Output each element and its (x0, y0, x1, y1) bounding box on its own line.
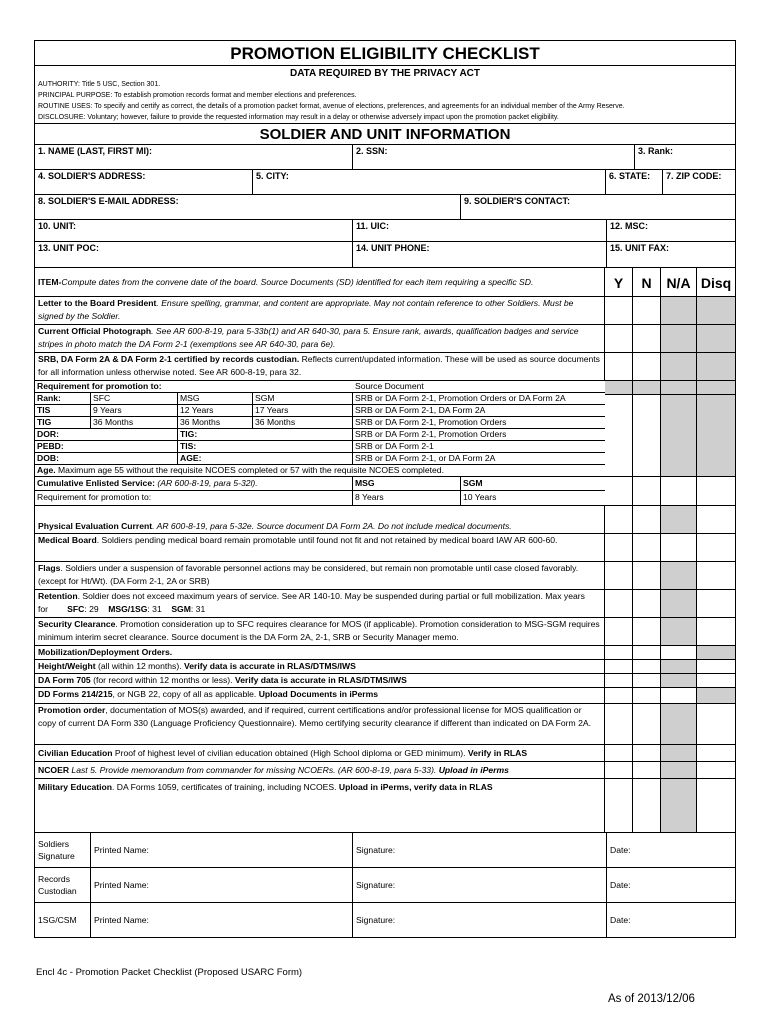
rank-msg: MSG (178, 393, 253, 404)
ret-sgm-val: : 31 (190, 603, 206, 614)
tig-sfc: 36 Months (91, 417, 178, 428)
mobilization-item: Mobilization/Deployment Orders. (35, 646, 605, 659)
check-y[interactable] (605, 762, 633, 778)
check-y[interactable] (605, 534, 633, 561)
ce-label: Civilian Education (38, 748, 113, 758)
age-field[interactable]: AGE: (178, 453, 353, 464)
check-n[interactable] (633, 618, 661, 645)
check-disq[interactable] (697, 534, 735, 561)
srb-item (35, 353, 605, 380)
ncoer-text: Last 5. Provide memorandum from commander for missing NCOERs. (AR 600-8-19, para 5-33). (69, 765, 439, 775)
tig-field[interactable]: TIG: (178, 429, 353, 440)
ret-text: . Soldier does not exceed maximum years of service. See AR 140-10. May be suspended during partial or full mobilization. Max years for (38, 591, 585, 614)
tis-sfc: 9 Years (91, 405, 178, 416)
letter-item (35, 297, 605, 324)
check-na (661, 745, 697, 761)
check-y[interactable] (605, 297, 633, 324)
tig-source: SRB or DA Form 2-1, Promotion Orders (355, 417, 507, 427)
tig-label: TIG (35, 417, 91, 428)
check-y[interactable] (605, 618, 633, 645)
item-header-text: Compute dates from the convene date of the board. Source Documents (SD) identified for each item requiring a specific SD. (61, 276, 534, 287)
dor-field[interactable]: DOR: (35, 429, 178, 440)
check-disq[interactable] (697, 590, 735, 617)
check-na (661, 395, 697, 476)
check-y[interactable] (605, 660, 633, 673)
dd-text: , or NGB 22, copy of all as applicable. (112, 689, 259, 699)
req-title: Requirement for promotion to: (37, 381, 162, 391)
letter-text: . Ensure spelling, grammar, and content are appropriate. May not contain reference to other Soldiers. Must be signed by the Soldier. (38, 298, 574, 321)
csm-signature[interactable]: Signature: (353, 903, 607, 937)
tig-sgm: 36 Months (253, 417, 353, 428)
ret-msg: MSG/1SG (108, 603, 148, 614)
records-custodian-label: Records Custodian (35, 868, 91, 902)
unit-phone-field[interactable]: 14. UNIT PHONE: (353, 242, 607, 267)
check-y (605, 381, 633, 394)
sec-text: . Promotion consideration up to SFC requires clearance for MOS (if applicable). Promotion consideration to MSG-SGM requires minimum interim secret clearance. Source document is the DA Form 2A, 2-1, SRB or Security Manager memo. (38, 619, 600, 642)
na-column-header: N/A (661, 268, 697, 296)
msc-field[interactable]: 12. MSC: (610, 221, 649, 231)
ces-msg-header: MSG (353, 477, 461, 490)
height-weight-item (35, 660, 605, 673)
ret-sgm: SGM (171, 603, 191, 614)
flags-label: Flags (38, 563, 61, 573)
check-na (661, 674, 697, 687)
disclosure-text: DISCLOSURE: Voluntary; however, failure to provide the requested information may result in a delay or otherwise adversely impact upon the promotion packet eligibility. (38, 114, 559, 121)
check-n[interactable] (633, 325, 661, 352)
da705-item (35, 674, 605, 687)
check-disq[interactable] (697, 477, 735, 505)
check-na (661, 297, 697, 324)
ces-text: (AR 600-8-19, para 5-32l). (154, 478, 258, 488)
letter-label: Letter to the Board President (38, 298, 157, 308)
no-column-header: N (633, 268, 661, 296)
tis-label: TIS (35, 405, 91, 416)
rank-field[interactable]: 3. Rank: (638, 146, 674, 156)
check-n[interactable] (633, 562, 661, 589)
routine-uses-text: ROUTINE USES: To specify and certify as correct, the details of a promotion packet format, avenue of elections, preferences, and agreements for an individual member of the Army Reserve. (38, 103, 625, 110)
srb-text: Reflects current/updated information. These will be used as source documents for all information unless otherwise noted. See AR 600-8-19, para 32. (38, 354, 600, 377)
mb-text: . Soldiers pending medical board remain promotable until found not fit and not retained by medical board IAW AR 600-60. (96, 535, 558, 545)
state-field[interactable]: 6. STATE: (606, 170, 663, 194)
ce-verify: Verify in RLAS (467, 748, 528, 758)
uic-field[interactable]: 11. UIC: (353, 220, 607, 241)
hw-verify: Verify data is accurate in RLAS/DTMS/IWS (183, 661, 356, 671)
photo-text: . See AR 600-8-19, para 5-33b(1) and AR 640-30, para 5. Ensure rank, awards, qualification badges and service stripes in photo match the DA Form 2-1 (exemptions see AR 640-30, para 6e). (38, 326, 579, 349)
unit-field[interactable]: 10. UNIT: (35, 220, 353, 241)
check-na (661, 381, 697, 394)
check-y[interactable] (605, 674, 633, 687)
dob-field[interactable]: DOB: (35, 453, 178, 464)
contact-field[interactable]: 9. SOLDIER'S CONTACT: (464, 196, 570, 206)
check-y[interactable] (605, 562, 633, 589)
me-upload: Upload in iPerms, verify data in RLAS (338, 782, 493, 792)
da705-text: (for record within 12 months or less). (90, 675, 235, 685)
privacy-act-heading: DATA REQUIRED BY THE PRIVACY ACT (289, 68, 480, 79)
photo-label: Current Official Photograph (38, 326, 152, 336)
check-na (661, 618, 697, 645)
check-n[interactable] (633, 297, 661, 324)
ret-label: Retention (38, 591, 78, 601)
item-header-label: ITEM- (38, 276, 62, 287)
check-na (661, 779, 697, 832)
da705-label: DA Form 705 (38, 675, 91, 685)
po-text: , documentation of MOS(s) awarded, and if required, current certifications and/or professional license for MOS qualification or copy of current DA Form 330 (Language Proficiency Questionnaire). Memo certifying security clearance if different than indicated on DA Form 2A. (38, 705, 591, 728)
csm-label: 1SG/CSM (35, 903, 91, 937)
csm-printed-name[interactable]: Printed Name: (91, 903, 353, 937)
check-n[interactable] (633, 779, 661, 832)
check-na (661, 325, 697, 352)
dob-source: SRB or DA Form 2-1, or DA Form 2A (355, 453, 496, 463)
check-n[interactable] (633, 762, 661, 778)
civilian-education-item (35, 745, 605, 761)
check-na (661, 562, 697, 589)
tis-source: SRB or DA Form 2-1, DA Form 2A (355, 405, 486, 415)
yes-column-header: Y (605, 268, 633, 296)
medical-board-item (35, 534, 605, 561)
ret-msg-val: : 31 (147, 603, 162, 614)
check-n (633, 381, 661, 394)
dd-forms-item (35, 688, 605, 703)
me-label: Military Education (38, 782, 113, 792)
ncoer-label: NCOER (38, 765, 70, 775)
flags-item (35, 562, 605, 589)
check-y[interactable] (605, 779, 633, 832)
tis-msg: 12 Years (178, 405, 253, 416)
city-field[interactable]: 5. CITY: (253, 170, 606, 194)
check-n[interactable] (633, 534, 661, 561)
check-na (661, 762, 697, 778)
ret-sfc: SFC (67, 603, 85, 614)
tis-sgm: 17 Years (253, 405, 353, 416)
check-disq[interactable] (697, 618, 735, 645)
srb-label: SRB, DA Form 2A & DA Form 2-1 certified by records custodian. (38, 354, 300, 364)
zip-field[interactable]: 7. ZIP CODE: (666, 171, 722, 181)
ncoer-item (35, 762, 605, 778)
check-y[interactable] (605, 704, 633, 744)
check-disq[interactable] (697, 779, 735, 832)
check-disq (697, 325, 735, 352)
pe-text: . AR 600-8-19, para 5-32e. Source document DA Form 2A. Do not include medical documents. (152, 521, 512, 532)
check-n[interactable] (633, 688, 661, 703)
footnote: Encl 4c - Promotion Packet Checklist (Proposed USARC Form) (36, 967, 303, 978)
ces-sgm-header: SGM (463, 478, 483, 488)
custodian-signature[interactable]: Signature: (353, 868, 607, 902)
sec-label: Security Clearance (38, 619, 116, 629)
check-na (661, 590, 697, 617)
address-field[interactable]: 4. SOLDIER'S ADDRESS: (35, 170, 253, 194)
custodian-printed-name[interactable]: Printed Name: (91, 868, 353, 902)
age-item-text: Maximum age 55 without the requisite NCOES completed or 57 with the requisite NCOES completed. (55, 465, 444, 475)
soldier-signature-label: Soldiers Signature (35, 833, 91, 867)
age-item-label: Age. (37, 465, 56, 475)
source-doc-header: Source Document (355, 381, 424, 391)
check-y[interactable] (605, 590, 633, 617)
dor-source: SRB or DA Form 2-1, Promotion Orders (355, 429, 507, 439)
check-n[interactable] (633, 590, 661, 617)
hw-label: Height/Weight (38, 661, 96, 671)
rank-sfc: SFC (91, 393, 178, 404)
check-disq (697, 688, 735, 703)
disq-column-header: Disq (700, 275, 732, 291)
email-field[interactable]: 8. SOLDIER'S E-MAIL ADDRESS: (35, 195, 461, 219)
check-n[interactable] (633, 674, 661, 687)
ce-text: Proof of highest level of civilian education obtained (High School diploma or GED minimum). (112, 748, 468, 758)
po-label: Promotion order (38, 705, 106, 715)
military-education-item (35, 779, 605, 832)
check-disq[interactable] (697, 674, 735, 687)
check-na[interactable] (661, 688, 697, 703)
name-field[interactable]: 1. NAME (LAST, FIRST MI): (35, 145, 353, 169)
principal-purpose-text: PRINCIPAL PURPOSE: To establish promotion records format and member elections and preferences. (38, 92, 357, 99)
retention-item (35, 590, 605, 617)
age-item (35, 465, 605, 476)
check-disq[interactable] (697, 704, 735, 744)
check-n[interactable] (633, 704, 661, 744)
ces-item (35, 477, 353, 490)
authority-text: AUTHORITY: Title 5 USC, Section 301. (38, 81, 161, 88)
check-n[interactable] (633, 353, 661, 380)
check-na[interactable] (661, 646, 697, 659)
security-clearance-item (35, 618, 605, 645)
check-y[interactable] (605, 506, 633, 533)
photo-item (35, 325, 605, 352)
check-y[interactable] (605, 688, 633, 703)
check-disq (697, 646, 735, 659)
tig-msg: 36 Months (178, 417, 253, 428)
ncoer-upload: Upload in iPerms (438, 765, 509, 775)
check-disq (697, 381, 735, 394)
unit-fax-field[interactable]: 15. UNIT FAX: (610, 243, 670, 253)
mb-label: Medical Board (38, 535, 97, 545)
pe-label: Physical Evaluation Current (38, 521, 153, 532)
ret-sfc-val: : 29 (84, 603, 99, 614)
check-y[interactable] (605, 395, 633, 476)
unit-poc-field[interactable]: 13. UNIT POC: (35, 242, 353, 267)
soldier-date[interactable]: Date: (610, 845, 631, 855)
rank-sgm: SGM (253, 393, 353, 404)
pebd-source: SRB or DA Form 2-1 (355, 441, 434, 451)
dd-label: DD Forms 214/215 (38, 689, 113, 699)
custodian-date[interactable]: Date: (610, 880, 631, 890)
check-n[interactable] (633, 646, 661, 659)
soldier-printed-name[interactable]: Printed Name: (91, 833, 353, 867)
check-n[interactable] (633, 745, 661, 761)
check-y[interactable] (605, 477, 633, 505)
check-n[interactable] (633, 477, 661, 505)
tis-field[interactable]: TIS: (178, 441, 353, 452)
promotion-order-item (35, 704, 605, 744)
check-na (661, 704, 697, 744)
item-header (35, 268, 605, 296)
check-disq (697, 353, 735, 380)
section-title: SOLDIER AND UNIT INFORMATION (259, 126, 511, 143)
form-title: PROMOTION ELIGIBILITY CHECKLIST (230, 44, 540, 63)
check-disq (697, 395, 735, 476)
check-na (661, 506, 697, 533)
ces-sgm-value: 10 Years (463, 492, 497, 502)
check-disq[interactable] (697, 506, 735, 533)
ces-req-label: Requirement for promotion to: (35, 491, 353, 505)
check-na[interactable] (661, 534, 697, 561)
check-disq[interactable] (697, 745, 735, 761)
soldier-signature[interactable]: Signature: (353, 833, 607, 867)
flags-text: . Soldiers under a suspension of favorable personnel actions may be considered, but remain non promotable until case closed favorably. (except for Ht/Wt). (DA Form 2-1, 2A or SRB) (38, 563, 579, 586)
ces-label: Cumulative Enlisted Service: (37, 478, 155, 488)
da705-verify: Verify data is accurate in RLAS/DTMS/IWS (234, 675, 407, 685)
pebd-field[interactable]: PEBD: (35, 441, 178, 452)
check-n[interactable] (633, 660, 661, 673)
check-n[interactable] (633, 506, 661, 533)
check-disq[interactable] (697, 562, 735, 589)
check-na (661, 353, 697, 380)
me-text: . DA Forms 1059, certificates of training, including NCOES. (112, 782, 339, 792)
dd-upload: Upload Documents in iPerms (258, 689, 379, 699)
check-disq[interactable] (697, 762, 735, 778)
promotion-checklist-form (34, 40, 736, 938)
requirements-table (35, 381, 605, 505)
check-disq (697, 297, 735, 324)
rank-source: SRB or DA Form 2-1, Promotion Orders or DA Form 2A (355, 393, 566, 403)
check-n[interactable] (633, 395, 661, 476)
check-disq[interactable] (697, 660, 735, 673)
requirements-checks (605, 381, 735, 505)
check-y[interactable] (605, 646, 633, 659)
check-y[interactable] (605, 325, 633, 352)
ces-msg-value: 8 Years (353, 491, 461, 505)
check-y[interactable] (605, 353, 633, 380)
ssn-field[interactable]: 2. SSN: (353, 145, 635, 169)
physical-eval-item (35, 506, 605, 533)
check-y[interactable] (605, 745, 633, 761)
rank-label: Rank: (35, 393, 91, 404)
check-na (661, 660, 697, 673)
hw-text: (all within 12 months). (95, 661, 184, 671)
check-na[interactable] (661, 477, 697, 505)
as-of-date: As of 2013/12/06 (608, 993, 695, 1005)
csm-date[interactable]: Date: (610, 915, 631, 925)
